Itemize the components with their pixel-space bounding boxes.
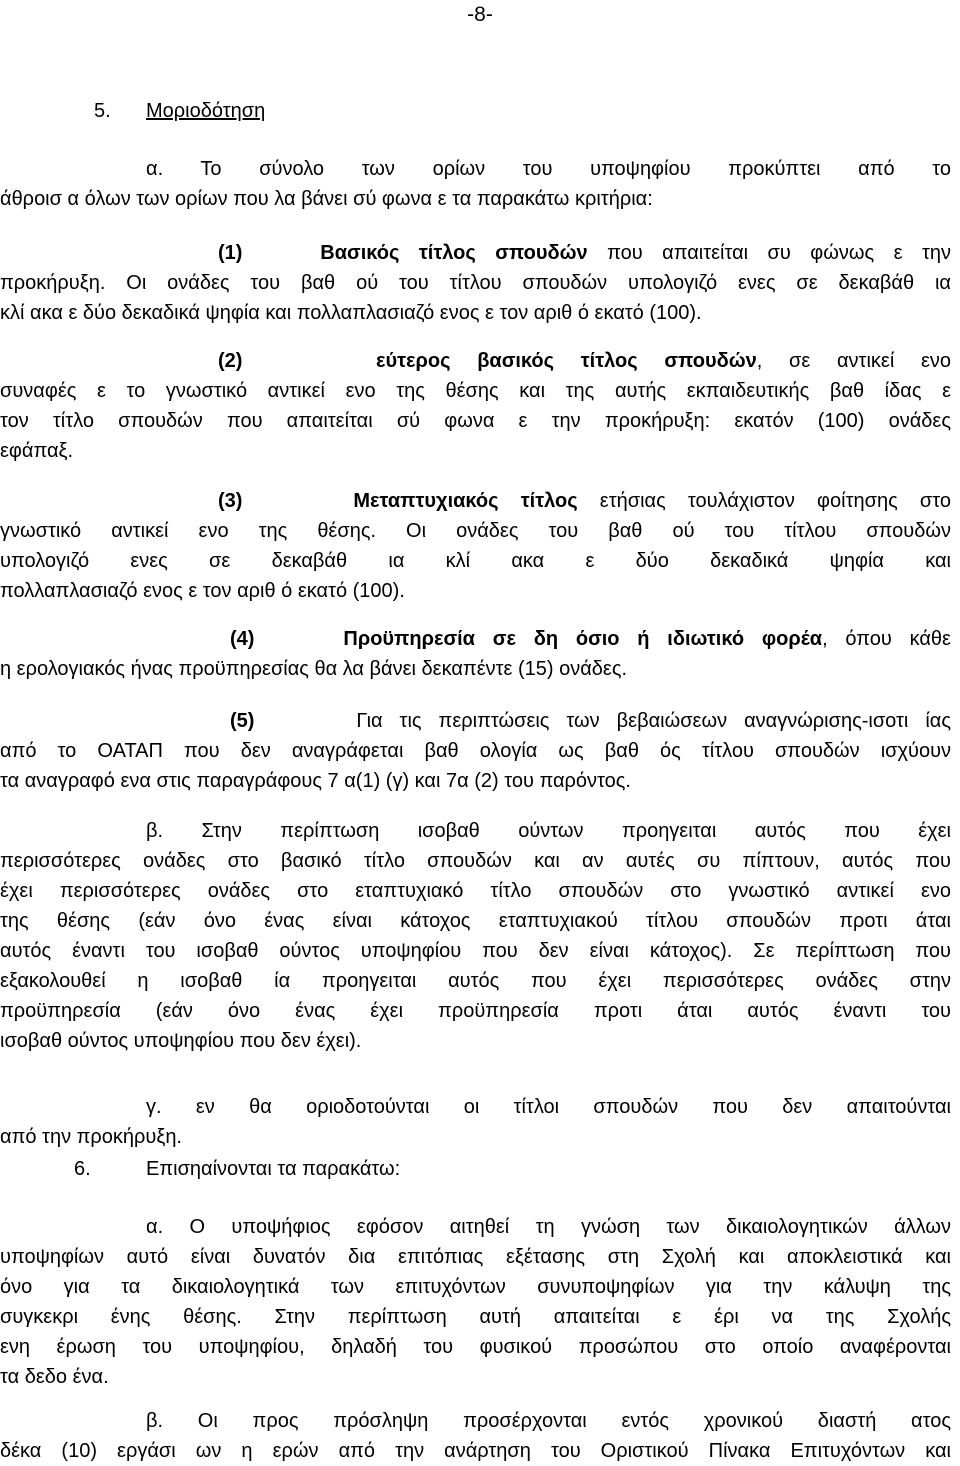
text-line: γ. εν θα οριοδοτούνται οι τίτλοι σπουδών που δεν απαιτούνται [146,1096,951,1118]
text-line: προϋπηρεσία (εάν όνο ένας έχει προϋπηρεσία προτι άται αυτός έναντι του [0,1000,951,1022]
text-line: α. Ο υποψήφιος εφόσον αιτηθεί τη γνώση των δικαιολογητικών άλλων [146,1216,951,1238]
text-line: η ερολογιακός ήνας προϋπηρεσίας θα λα βάνει δεκαπέντε (15) ονάδες. [0,658,628,680]
section-title: Μοριοδότηση [146,100,266,122]
text-line: συναφές ε το γνωστικό αντικεί ενο της θέσης και της αυτής εκπαιδευτικής βαθ ίδας ε [0,380,951,402]
criterion-title: Προϋπηρεσία σε δη όσιο ή ιδιωτικό φορέα [343,628,823,650]
criterion-text: που απαιτείται συ φώνως ε την [587,242,951,264]
criterion-text: ετήσιας τουλάχιστον φοίτησης στο [577,490,951,512]
criterion-number: (5) [230,710,255,732]
criterion-number: (3) [218,490,243,512]
text-line: όνο για τα δικαιολογητικά των επιτυχόντων συνυποψηφίων για την κάλυψη της [0,1276,951,1298]
criterion-number: (2) [218,350,243,372]
criterion-4 [0,624,951,684]
text-line: από το ΟΑΤΑΠ που δεν αναγράφεται βαθ ολογία ως βαθ ός τίτλου σπουδών ισχύουν [0,740,951,762]
text-line [0,346,951,376]
text-line [0,624,951,654]
criterion-text: Για τις περιπτώσεις των βεβαιώσεων αναγνώρισης-ισοτι ίας [356,710,951,732]
paragraph-6a [0,1212,951,1392]
criterion-3 [0,486,951,606]
criterion-2 [0,346,951,466]
criterion-text: , σε αντικεί ενο [756,350,951,372]
text-line: β. Στην περίπτωση ισοβαθ ούντων προηγειται αυτός που έχει [146,820,951,842]
page-number: -8- [467,3,493,26]
text-line: ενη έρωση του υποψηφίου, δηλαδή του φυσικού προσώπου στο οποίο αναφέρονται [0,1336,951,1358]
text-line: ισοβαθ ούντος υποψηφίου που δεν έχει). [0,1030,362,1052]
section-5-heading [0,96,951,126]
criterion-5 [0,706,951,796]
text-line: δέκα (10) εργάσι ων η ερών από την ανάρτηση του Οριστικού Πίνακα Επιτυχόντων και [0,1440,951,1462]
text-line: κλί ακα ε δύο δεκαδικά ψηφία και πολλαπλασιαζό ενος ε τον αριθ ό εκατό (100). [0,302,702,324]
section-number: 5. [94,100,111,122]
criterion-title: εύτερος βασικός τίτλος σπουδών [375,350,757,372]
text-line: υπολογιζό ενες σε δεκαβάθ ια κλί ακα ε δύο δεκαδικά ψηφία και [0,550,951,572]
text-line: προκήρυξη. Οι ονάδες του βαθ ού του τίτλου σπουδών υπολογιζό ενες σε δεκαβάθ ια [0,272,951,294]
criterion-title: Μεταπτυχιακός τίτλος [353,490,578,512]
text-line: εξακολουθεί η ισοβαθ ία προηγειται αυτός που έχει περισσότερες ονάδες στην [0,970,951,992]
criterion-number: (1) [218,242,243,264]
criterion-title: Βασικός τίτλος σπουδών [320,242,588,264]
text-line: από την προκήρυξη. [0,1126,182,1148]
text-line [0,486,951,516]
text-line: υποψηφίων αυτό είναι δυνατόν δια επιτόπιας εξέτασης στη Σχολή και αποκλειστικά και [0,1246,951,1268]
text-line: αυτός έναντι του ισοβαθ ούντος υποψηφίου που δεν είναι κάτοχος). Σε περίπτωση που [0,940,951,962]
criterion-number: (4) [230,628,255,650]
paragraph-5a [0,154,951,214]
text-line: α. Το σύνολο των ορίων του υποψηφίου προκύπτει από το [146,158,951,180]
text-line: έχει περισσότερες ονάδες στο εταπτυχιακό τίτλο σπουδών στο γνωστικό αντικεί ενο [0,880,951,902]
text-line: γνωστικό αντικεί ενο της θέσης. Οι ονάδες του βαθ ού του τίτλου σπουδών [0,520,951,542]
text-line: εφάπαξ. [0,440,74,462]
section-title: Επισηαίνονται τα παρακάτω: [146,1158,401,1180]
criterion-text: , όπου κάθε [822,628,951,650]
paragraph-5b [0,816,951,1056]
text-line: τον τίτλο σπουδών που απαιτείται σύ φωνα ε την προκήρυξη: εκατόν (100) ονάδες [0,410,951,432]
text-line [0,706,951,736]
text-line: της θέσης (εάν όνο ένας είναι κάτοχος εταπτυχιακού τίτλου σπουδών προτι άται [0,910,951,932]
paragraph-6b [0,1406,951,1466]
text-line: τα αναγραφό ενα στις παραγράφους 7 α(1) (γ) και 7α (2) του παρόντος. [0,770,631,792]
text-line: β. Οι προς πρόσληψη προσέρχονται εντός χρονικού διαστή ατος [146,1410,951,1432]
text-line: πολλαπλασιαζό ενος ε τον αριθ ό εκατό (100). [0,580,405,602]
section-number: 6. [74,1158,91,1180]
text-line [0,238,951,268]
text-line: περισσότερες ονάδες στο βασικό τίτλο σπουδών και αν αυτές συ πίπτουν, αυτός που [0,850,951,872]
text-line: τα δεδο ένα. [0,1366,109,1388]
text-line: άθροισ α όλων των ορίων που λα βάνει σύ φωνα ε τα παρακάτω κριτήρια: [0,188,653,210]
criterion-1 [0,238,951,328]
text-line: συγκεκρι ένης θέσης. Στην περίπτωση αυτή απαιτείται ε έρι να της Σχολής [0,1306,951,1328]
section-6-heading [0,1154,951,1184]
paragraph-5c [0,1092,951,1152]
